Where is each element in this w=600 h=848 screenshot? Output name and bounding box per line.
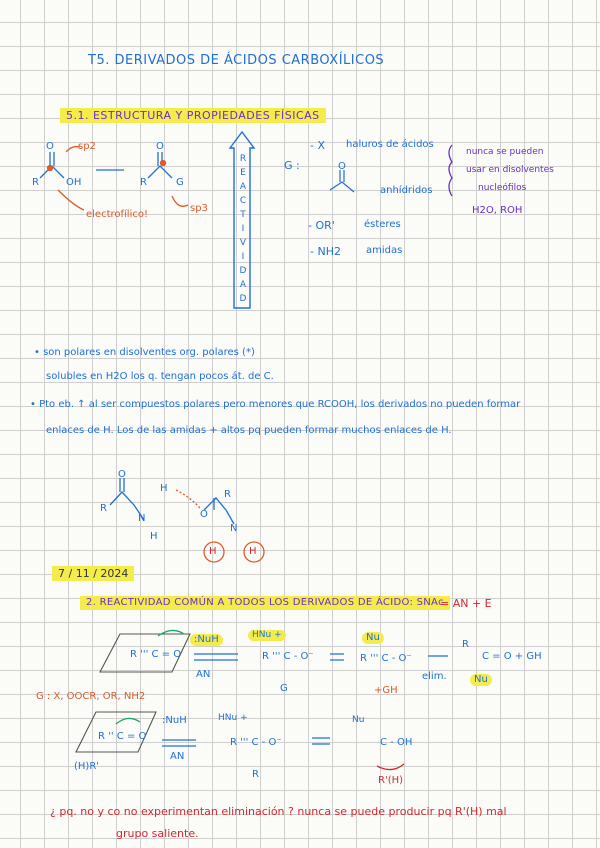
group-name-ester: ésteres — [364, 219, 401, 230]
mech1-r: R — [462, 639, 469, 650]
electrofilico-label: electrofílico! — [86, 209, 148, 220]
hb-h4: H — [249, 546, 257, 557]
nuh-1: :NuH — [190, 634, 223, 646]
mech1-c: R ''' C = O — [130, 649, 182, 660]
mech1-hnu: HNu + — [248, 630, 286, 641]
hb-h3: H — [209, 546, 217, 557]
elim-label: elim. — [422, 671, 447, 682]
atom-label-oh: OH — [66, 177, 82, 188]
hb-o1: O — [118, 469, 126, 480]
page-title: T5. DERIVADOS DE ÁCIDOS CARBOXÍLICOS — [88, 53, 385, 68]
bullet-2: • Pto eb. ↑ al ser compuestos polares pero menores que RCOOH, los derivados no pueden formar — [30, 399, 521, 410]
g-list: G : X, OOCR, OR, NH2 — [36, 691, 146, 702]
group-formula-amide: - NH2 — [310, 245, 341, 258]
nu-1: Nu — [362, 632, 384, 644]
bullet-1: • son polares en disolventes org. polares (*) — [34, 347, 255, 358]
group-name-halide: haluros de ácidos — [346, 139, 434, 150]
g-label: G : — [284, 159, 300, 172]
hb-r2: R — [224, 489, 231, 500]
group-name-anhydride: anhídridos — [380, 185, 433, 196]
mech2-int: R ''' C - O⁻ — [230, 737, 282, 748]
c-oh-label: C - OH — [380, 737, 413, 748]
hb-n1: N — [138, 513, 146, 524]
question-line-2: grupo saliente. — [116, 827, 199, 840]
mech2-rh2: R'(H) — [378, 775, 404, 786]
group-name-amide: amidas — [366, 245, 403, 256]
date-label: 7 / 11 / 2024 — [52, 566, 134, 581]
snac-equation: = AN + E — [440, 597, 492, 610]
mech2-nu: Nu — [352, 715, 365, 725]
question-line-1: ¿ pq. no y co no experimentan eliminación ? nunca se puede producir pq R'(H) mal — [50, 805, 507, 818]
reactividad-label: R E A C T I V I D A D — [239, 154, 247, 304]
hb-h2: H — [160, 483, 168, 494]
sp3-label: sp3 — [190, 203, 208, 214]
mech1-int: R ''' C - O⁻ — [262, 651, 314, 662]
atom-label-r: R — [32, 177, 39, 188]
an-label-1: AN — [196, 669, 211, 680]
atom-label-o: O — [46, 141, 54, 152]
an-label-2: AN — [170, 751, 185, 762]
bullet-1b: solubles en H2O los q. tengan pocos át. de C. — [46, 371, 274, 382]
note-line-4: H2O, ROH — [472, 205, 523, 216]
nu-2: Nu — [470, 674, 492, 686]
hb-r1: R — [100, 503, 107, 514]
mech2-hnu: HNu + — [218, 713, 248, 723]
section2-heading: 2. REACTIVIDAD COMÚN A TODOS LOS DERIVADOS DE ÁCIDO: SNAc — [80, 596, 450, 610]
hb-h1: H — [150, 531, 158, 542]
nuh-2: :NuH — [162, 715, 187, 726]
note-line-3: nucleófilos — [478, 183, 527, 193]
atom-label-o2: O — [156, 141, 164, 152]
gh-label: +GH — [374, 685, 398, 696]
bullet-2b: enlaces de H. Los de las amidas + altos pq pueden formar muchos enlaces de H. — [46, 425, 452, 436]
product-label: C = O + GH — [482, 651, 542, 662]
atom-label-g: G — [176, 177, 184, 188]
hb-o2: O — [200, 509, 208, 520]
group-formula-halide: - X — [310, 139, 326, 152]
atom-label-r2: R — [140, 177, 147, 188]
note-line-2: usar en disolventes — [466, 165, 554, 175]
hb-n2: N — [230, 523, 238, 534]
mech1-int2: R ''' C - O⁻ — [360, 653, 412, 664]
section1-heading: 5.1. ESTRUCTURA Y PROPIEDADES FÍSICAS — [60, 108, 326, 123]
group-formula-anhydride: O — [338, 161, 346, 172]
mech1-g: G — [280, 683, 288, 694]
sp2-label: sp2 — [78, 141, 96, 152]
group-formula-ester: - OR' — [308, 219, 335, 232]
mech2-c: R '' C = O — [98, 731, 147, 742]
note-line-1: nunca se pueden — [466, 147, 544, 157]
mech2-r: R — [252, 769, 259, 780]
mech2-rh: (H)R' — [74, 761, 100, 772]
